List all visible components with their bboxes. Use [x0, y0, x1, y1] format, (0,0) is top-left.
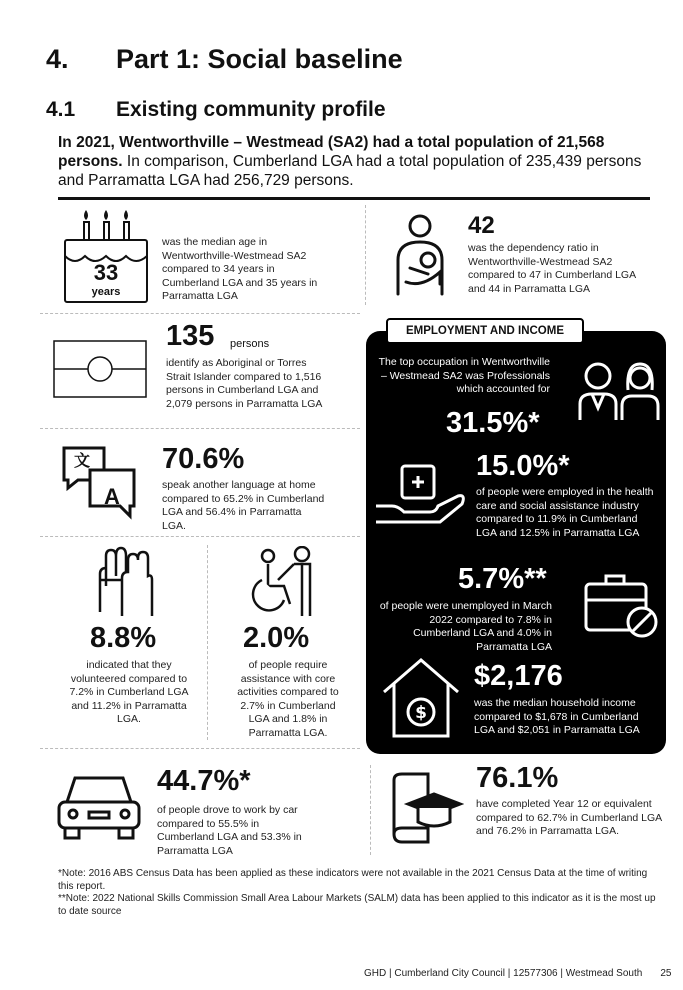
divider: [40, 748, 360, 749]
intro-bold: In 2021, Wentworthville – Westmead (SA2) had a total population of 21,568 persons.: [58, 134, 605, 170]
chinese-glyph: 文: [74, 453, 91, 470]
car-text: of people drove to work by car compared to 55.5% in Cumberland LGA and 53.3% in Parramatta LGA: [157, 804, 302, 857]
divider: [370, 765, 371, 855]
health-text: of people were employed in the health care and social assistance industry compared to 11.9% in Cumberland LGA and 12.5% in Parramatta LGA: [476, 486, 654, 539]
employment-title: EMPLOYMENT AND INCOME: [386, 318, 584, 344]
aboriginal-text: identify as Aboriginal or Torres Strait Islander compared to 1,516 persons in Cumberland LGA and 2,079 persons in Parramatta LGA: [166, 357, 323, 410]
section-heading: [46, 44, 403, 75]
year12-value: 76.1%: [476, 762, 559, 794]
parent-child-icon: [388, 212, 458, 298]
divider: [365, 205, 366, 305]
heading-rule: [58, 197, 650, 200]
section-title: Part 1: Social baseline: [116, 44, 403, 74]
subsection-heading: [46, 98, 386, 122]
svg-text:$: $: [415, 703, 427, 723]
dependency-value: 42: [468, 212, 495, 239]
occupation-text: The top occupation in Wentworthville – Westmead SA2 was Professionals which accounted for: [378, 356, 550, 395]
car-icon: [55, 768, 143, 842]
divider: [40, 313, 360, 314]
translate-icon: [60, 440, 140, 520]
divider: [207, 545, 208, 740]
volunteer-value: 8.8%: [90, 622, 157, 654]
dependency-text: was the dependency ratio in Wentworthville-Westmead SA2 compared to 47 in Cumberland LGA and 44 in Parramatta LGA: [468, 242, 636, 295]
median-age-text: was the median age in Wentworthville-Westmead SA2 compared to 34 years in Cumberland LGA and 35 years in Parramatta LGA: [162, 236, 318, 302]
footnotes: [58, 868, 658, 918]
health-value: 15.0%*: [476, 450, 570, 482]
page-footer: [364, 968, 671, 979]
graduation-book-icon: [388, 770, 464, 846]
subsection-title: Existing community profile: [116, 98, 386, 121]
divider: [40, 536, 360, 537]
language-value: 70.6%: [162, 443, 245, 475]
aboriginal-flag-icon: [53, 340, 147, 398]
page-number: 25: [660, 968, 672, 979]
language-text: speak another language at home compared to 65.2% in Cumberland LGA and 56.4% in Parramatta LGA.: [162, 479, 325, 532]
unemployed-value: 5.7%**: [458, 563, 547, 595]
assistance-value: 2.0%: [243, 622, 310, 654]
median-age-value: 33: [93, 260, 119, 285]
house-dollar-icon: [380, 656, 462, 740]
assistance-text: of people require assistance with core activities compared to 2.7% in Cumberland LGA and 1.8% in Parramatta LGA.: [237, 659, 339, 739]
footer-text: GHD | Cumberland City Council | 12577306 | Westmead South: [364, 968, 643, 979]
intro-rest: In comparison, Cumberland LGA had a total population of 235,439 persons and Parramatta LGA had 256,729 persons.: [58, 153, 642, 189]
income-value: $2,176: [474, 660, 563, 692]
health-care-hand-icon: [372, 462, 468, 530]
unemployed-text: of people were unemployed in March 2022 compared to 7.8% in Cumberland LGA and 4.0% in Parramatta LGA: [379, 600, 552, 653]
briefcase-no-icon: [582, 570, 662, 640]
subsection-number: 4.1: [46, 98, 76, 121]
car-value: 44.7%*: [157, 765, 251, 797]
footnote-2: **Note: 2022 National Skills Commission Small Area Labour Markets (SALM) data has been applied to this indicator as it is the most up to date source: [58, 893, 656, 917]
section-number: 4.: [46, 44, 69, 74]
latin-glyph: A: [104, 484, 120, 509]
occupation-value: 31.5%*: [446, 407, 540, 439]
intro-paragraph: [58, 133, 658, 190]
aboriginal-unit: persons: [230, 338, 270, 350]
volunteer-text: indicated that they volunteered compared to 7.2% in Cumberland LGA and 11.2% in Parramatta LGA.: [69, 659, 189, 725]
assistance-wheelchair-icon: [246, 546, 324, 618]
median-age-unit: years: [91, 286, 121, 298]
raised-hands-icon: [96, 546, 156, 618]
aboriginal-value: 135: [166, 320, 215, 352]
professionals-icon: [578, 358, 660, 422]
divider: [40, 428, 360, 429]
footnote-1: *Note: 2016 ABS Census Data has been applied as these indicators were not available in the 2021 Census Data at the time of writing this report.: [58, 868, 648, 892]
income-text: was the median household income compared to $1,678 in Cumberland LGA and $2,051 in Parramatta LGA: [474, 697, 640, 736]
year12-text: have completed Year 12 or equivalent compared to 62.7% in Cumberland LGA and 76.2% in Parramatta LGA.: [476, 798, 662, 837]
